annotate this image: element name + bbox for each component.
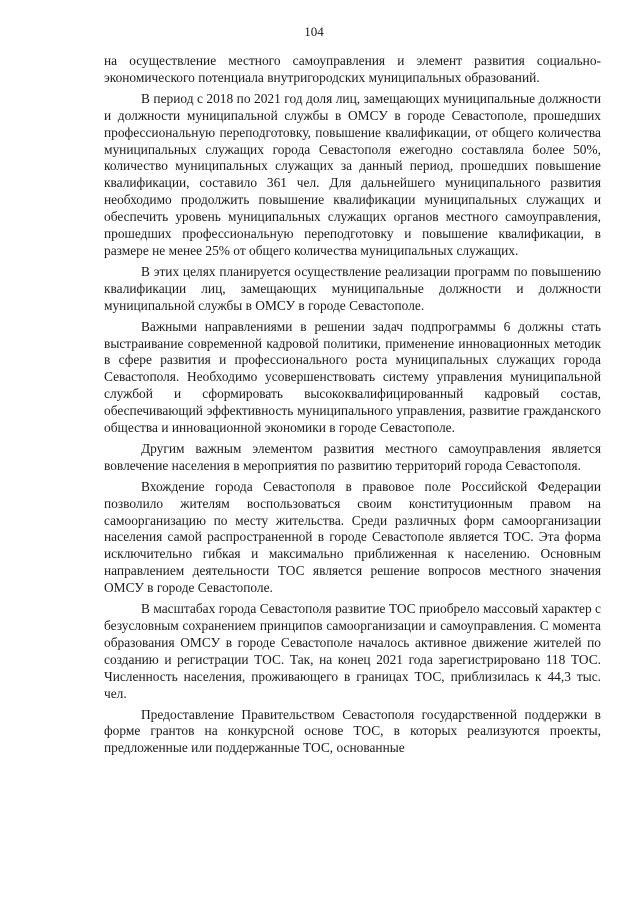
document-body bbox=[104, 53, 601, 761]
paragraph-7: В масштабах города Севастополя развитие ТОС приобрело массовый характер с безусловным сохранением принципов самоорганизации и самоуправления. С момента образования ОМСУ в городе Севастополе началось активное движение жителей по созданию и регистрации ТОС. Так, на конец 2021 года зарегистрировано 118 ТОС. Численность населения, проживающего в границах ТОС, приблизилась к 44,3 тыс. чел. bbox=[104, 601, 601, 701]
paragraph-1: на осуществление местного самоуправления и элемент развития социально-экономического потенциала внутригородских муниципальных образований. bbox=[104, 53, 601, 85]
paragraph-6: Вхождение города Севастополя в правовое поле Российской Федерации позволило жителям воспользоваться своим конституционным правом на самоорганизацию по месту жительства. Среди различных форм самоорганизации населения самой распространенной в городе Севастополе является ТОС. Эта форма исключительно гибкая и максимально приближенная к населению. Основным направлением деятельности ТОС является решение вопросов местного значения ОМСУ в городе Севастополе. bbox=[104, 478, 601, 596]
paragraph-8: Предоставление Правительством Севастополя государственной поддержки в форме грантов на конкурсной основе ТОС, в которых реализуются проекты, предложенные или поддержанные ТОС, основанные bbox=[104, 706, 601, 756]
paragraph-5: Другим важным элементом развития местного самоуправления является вовлечение населения в мероприятия по развитию территорий города Севастополя. bbox=[104, 440, 601, 473]
paragraph-3: В этих целях планируется осуществление реализации программ по повышению квалификации лиц, замещающих муниципальные должности и должности муниципальной службы в ОМСУ в городе Севастополе. bbox=[104, 263, 601, 313]
paragraph-2: В период с 2018 по 2021 год доля лиц, замещающих муниципальные должности и должности муниципальной службы в ОМСУ в городе Севастополе, прошедших профессиональную переподготовку, повышение квалификации, от общего количества муниципальных служащих города Севастополя ежегодно составляла более 50%, количество муниципальных служащих за данный период, прошедших повышение квалификации, составило 361 чел. Для дальнейшего муниципального развития необходимо продолжить повышение квалификации муниципальных служащих и обеспечить уровень муниципальных служащих органов местного самоуправления, прошедших профессиональную переподготовку и повышение квалификации, в размере не менее 25% от общего количества муниципальных служащих. bbox=[104, 90, 601, 258]
page-number: 104 bbox=[304, 24, 324, 39]
paragraph-4: Важными направлениями в решении задач подпрограммы 6 должны стать выстраивание современной кадровой политики, применение инновационных методик в сфере развития и профессионального роста муниципальных служащих города Севастополя. Необходимо усовершенствовать систему управления муниципальной службой и сформировать высококвалифицированный кадровый состав, обеспечивающий эффективность муниципального управления, развитие гражданского общества и инновационной экономики в городе Севастополе. bbox=[104, 318, 601, 436]
